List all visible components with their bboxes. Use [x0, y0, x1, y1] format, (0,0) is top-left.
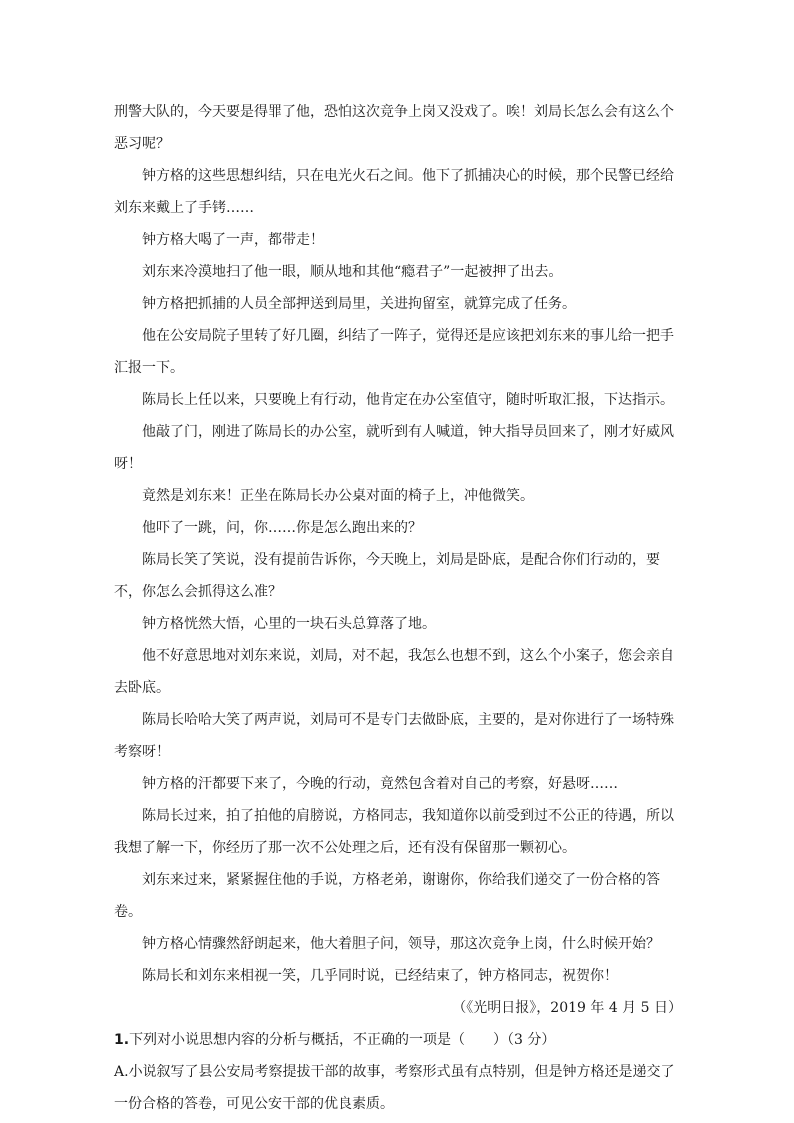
- story-paragraph: 他在公安局院子里转了好几圈，纠结了一阵子，觉得还是应该把刘东来的事儿给一把手汇报一下。: [114, 328, 674, 376]
- document-page: [114, 96, 682, 1120]
- story-paragraph: 陈局长笑了笑说，没有提前告诉你，今天晚上，刘局是卧底，是配合你们行动的，要不，你怎么会抓得这么准？: [114, 552, 660, 600]
- story-paragraph: 钟方格的这些思想纠结，只在电光火石之间。他下了抓捕决心的时候，那个民警已经给刘东来戴上了手铐……: [114, 168, 674, 216]
- story-paragraph: 刑警大队的，今天要是得罪了他，恐怕这次竞争上岗又没戏了。唉！刘局长怎么会有这么个恶习呢？: [114, 104, 674, 152]
- story-paragraph: 他吓了一跳，问，你……你是怎么跑出来的？: [142, 520, 422, 536]
- question-number: 1.: [114, 1032, 130, 1048]
- question-text: 下列对小说思想内容的分析与概括，不正确的一项是（ ）（3 分）: [129, 1032, 556, 1048]
- story-paragraph: 他不好意思地对刘东来说，刘局，对不起，我怎么也想不到，这么个小案子，您会亲自去卧底。: [114, 648, 674, 696]
- story-paragraph: 钟方格把抓捕的人员全部押送到局里，关进拘留室，就算完成了任务。: [142, 296, 576, 312]
- story-paragraph: 陈局长和刘东来相视一笑，几乎同时说，已经结束了，钟方格同志，祝贺你！: [142, 968, 618, 984]
- story-paragraph: 竟然是刘东来！正坐在陈局长办公桌对面的椅子上，冲他微笑。: [142, 488, 534, 504]
- story-paragraph: 陈局长哈哈大笑了两声说，刘局可不是专门去做卧底，主要的，是对你进行了一场特殊考察呀！: [114, 712, 674, 760]
- option-a: [114, 1056, 682, 1120]
- option-text: 小说叙写了县公安局考察提拔干部的故事，考察形式虽有点特别，但是钟方格还是递交了一份合格的答卷，可见公安干部的优良素质。: [114, 1064, 675, 1112]
- story-paragraph: 钟方格大喝了一声，都带走！: [142, 232, 324, 248]
- story-paragraph: 钟方格心情骤然舒朗起来，他大着胆子问，领导，那这次竞争上岗，什么时候开始？: [142, 936, 660, 952]
- story-paragraph: 陈局长上任以来，只要晚上有行动，他肯定在办公室值守，随时听取汇报，下达指示。: [142, 392, 674, 408]
- story-paragraph: 他敲了门，刚进了陈局长的办公室，就听到有人喊道，钟大指导员回来了，刚才好威风呀！: [114, 424, 674, 472]
- story-paragraph: 钟方格的汗都要下来了，今晚的行动，竟然包含着对自己的考察，好悬呀……: [142, 776, 618, 792]
- story-paragraph: 刘东来冷漠地扫了他一眼，顺从地和其他“瘾君子”一起被押了出去。: [142, 264, 563, 280]
- question-stem: [114, 1024, 682, 1056]
- story-paragraph: 陈局长过来，拍了拍他的肩膀说，方格同志，我知道你以前受到过不公正的待遇，所以我想了解一下，你经历了那一次不公处理之后，还有没有保留那一颗初心。: [114, 808, 674, 856]
- story-paragraph: 刘东来过来，紧紧握住他的手说，方格老弟，谢谢你，你给我们递交了一份合格的答卷。: [114, 872, 660, 920]
- source-citation: （《光明日报》，2019 年 4 月 5 日）: [452, 1000, 682, 1016]
- option-label: A.: [114, 1064, 129, 1080]
- story-paragraph: 钟方格恍然大悟，心里的一块石头总算落了地。: [142, 616, 436, 632]
